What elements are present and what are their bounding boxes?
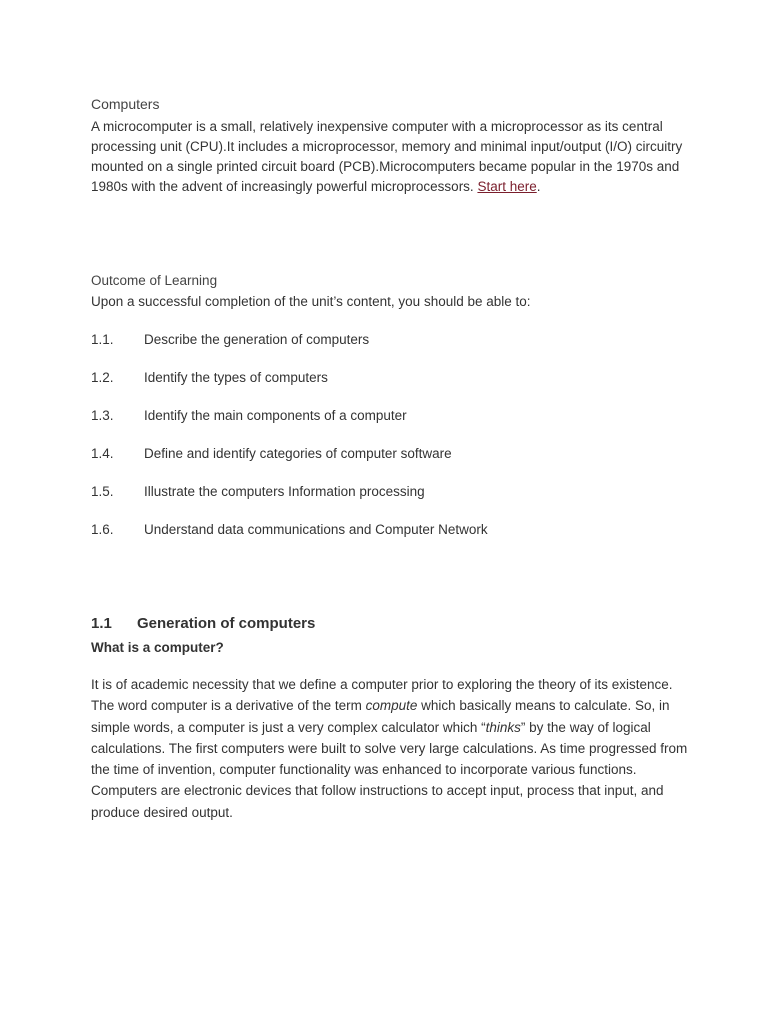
- objective-number: 1.5.: [91, 484, 114, 499]
- section-number: 1.1: [91, 615, 112, 632]
- intro-title: Computers: [91, 96, 160, 112]
- list-item: [91, 406, 488, 444]
- body-paragraph: [91, 674, 691, 823]
- objective-text: Understand data communications and Computer Network: [144, 522, 488, 537]
- list-item: [91, 482, 488, 520]
- outcome-title: Outcome of Learning: [91, 273, 218, 288]
- intro-paragraph-end: .: [536, 179, 541, 194]
- italic-term: thinks: [485, 719, 521, 735]
- list-item: [91, 368, 488, 406]
- intro-paragraph: [91, 117, 691, 197]
- outcome-intro: Upon a successful completion of the unit’s content, you should be able to:: [91, 294, 531, 309]
- body-text-part: ” by the way of logical calculations. The first computers were built to solve very large calculations. As time progressed from the time of invention, computer functionality was enhanced to incorporate various functions. Computers are electronic devices that follow instructions to accept input, process that input, and produce desired output.: [91, 719, 688, 820]
- objective-text: Describe the generation of computers: [144, 332, 370, 347]
- objective-number: 1.3.: [91, 408, 114, 423]
- start-here-link[interactable]: Start here: [477, 179, 537, 194]
- list-item: [91, 520, 488, 558]
- objective-number: 1.2.: [91, 370, 114, 385]
- italic-term: compute: [365, 698, 418, 714]
- learning-objectives-list: [91, 330, 488, 558]
- body-text-part: which basically means to calculate. So, in simple words, a computer is just a very complex calculator which “: [91, 698, 670, 735]
- list-item: [91, 330, 488, 368]
- section-subtitle: What is a computer?: [91, 640, 224, 655]
- body-text-part: It is of academic necessity that we define a computer prior to exploring the theory of its existence. The word computer is a derivative of the term: [91, 677, 673, 714]
- objective-number: 1.6.: [91, 522, 114, 537]
- objective-text: Define and identify categories of computer software: [144, 446, 452, 461]
- objective-text: Illustrate the computers Information processing: [144, 484, 425, 499]
- list-item: [91, 444, 488, 482]
- section-title: Generation of computers: [137, 615, 316, 632]
- objective-number: 1.1.: [91, 332, 114, 347]
- section-heading: [91, 613, 315, 635]
- objective-text: Identify the main components of a computer: [144, 408, 407, 423]
- objective-number: 1.4.: [91, 446, 114, 461]
- objective-text: Identify the types of computers: [144, 370, 328, 385]
- intro-paragraph-text: A microcomputer is a small, relatively inexpensive computer with a microprocessor as its central processing unit (CPU).It includes a microprocessor, memory and minimal input/output (I/O) circuitry mounted on a single printed circuit board (PCB).Microcomputers became popular in the 1970s and 1980s with the advent of increasingly powerful microprocessors.: [91, 119, 683, 194]
